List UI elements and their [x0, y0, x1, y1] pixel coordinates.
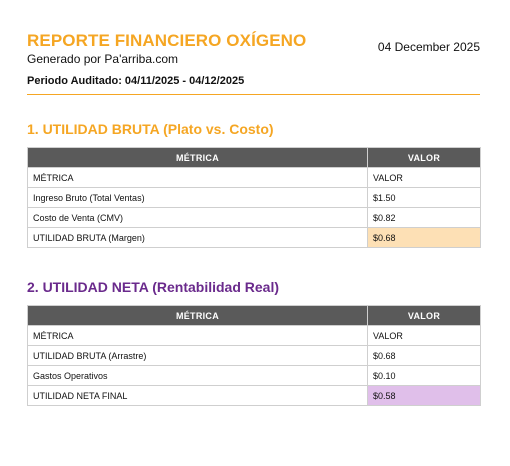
period-label: Periodo Auditado: — [27, 75, 122, 87]
column-header-value: VALOR — [368, 148, 481, 168]
section-2-title: 2. UTILIDAD NETA (Rentabilidad Real) — [27, 279, 280, 295]
gross-profit-value: $0.68 — [368, 228, 481, 248]
metric-cell: UTILIDAD NETA FINAL — [28, 386, 368, 406]
report-subtitle: Generado por Pa'arriba.com — [27, 52, 179, 66]
metric-cell: UTILIDAD BRUTA (Margen) — [28, 228, 368, 248]
net-profit-value: $0.58 — [368, 386, 481, 406]
table-row — [28, 366, 481, 386]
value-cell: $0.10 — [368, 366, 481, 386]
value-cell: VALOR — [368, 168, 481, 188]
table-row-highlight — [28, 386, 481, 406]
table-header-row — [28, 306, 481, 326]
column-header-metric: MÉTRICA — [28, 148, 368, 168]
metric-cell: Costo de Venta (CMV) — [28, 208, 368, 228]
table-header-row — [28, 148, 481, 168]
report-date: 04 December 2025 — [377, 40, 480, 54]
table-row-highlight — [28, 228, 481, 248]
period-value: 04/11/2025 - 04/12/2025 — [124, 75, 245, 87]
column-header-metric: MÉTRICA — [28, 306, 368, 326]
header-divider — [27, 94, 480, 95]
report-title: REPORTE FINANCIERO OXÍGENO — [27, 31, 307, 50]
metric-cell: MÉTRICA — [28, 168, 368, 188]
gross-profit-table — [27, 147, 481, 248]
section-1-title: 1. UTILIDAD BRUTA (Plato vs. Costo) — [27, 121, 274, 137]
value-cell: $0.68 — [368, 346, 481, 366]
table-row — [28, 326, 481, 346]
metric-cell: Gastos Operativos — [28, 366, 368, 386]
metric-cell: UTILIDAD BRUTA (Arrastre) — [28, 346, 368, 366]
net-profit-table — [27, 305, 481, 406]
table-row — [28, 168, 481, 188]
column-header-value: VALOR — [368, 306, 481, 326]
metric-cell: Ingreso Bruto (Total Ventas) — [28, 188, 368, 208]
value-cell: $1.50 — [368, 188, 481, 208]
table-row — [28, 208, 481, 228]
metric-cell: MÉTRICA — [28, 326, 368, 346]
table-row — [28, 188, 481, 208]
audit-period — [27, 75, 244, 87]
table-row — [28, 346, 481, 366]
value-cell: VALOR — [368, 326, 481, 346]
value-cell: $0.82 — [368, 208, 481, 228]
